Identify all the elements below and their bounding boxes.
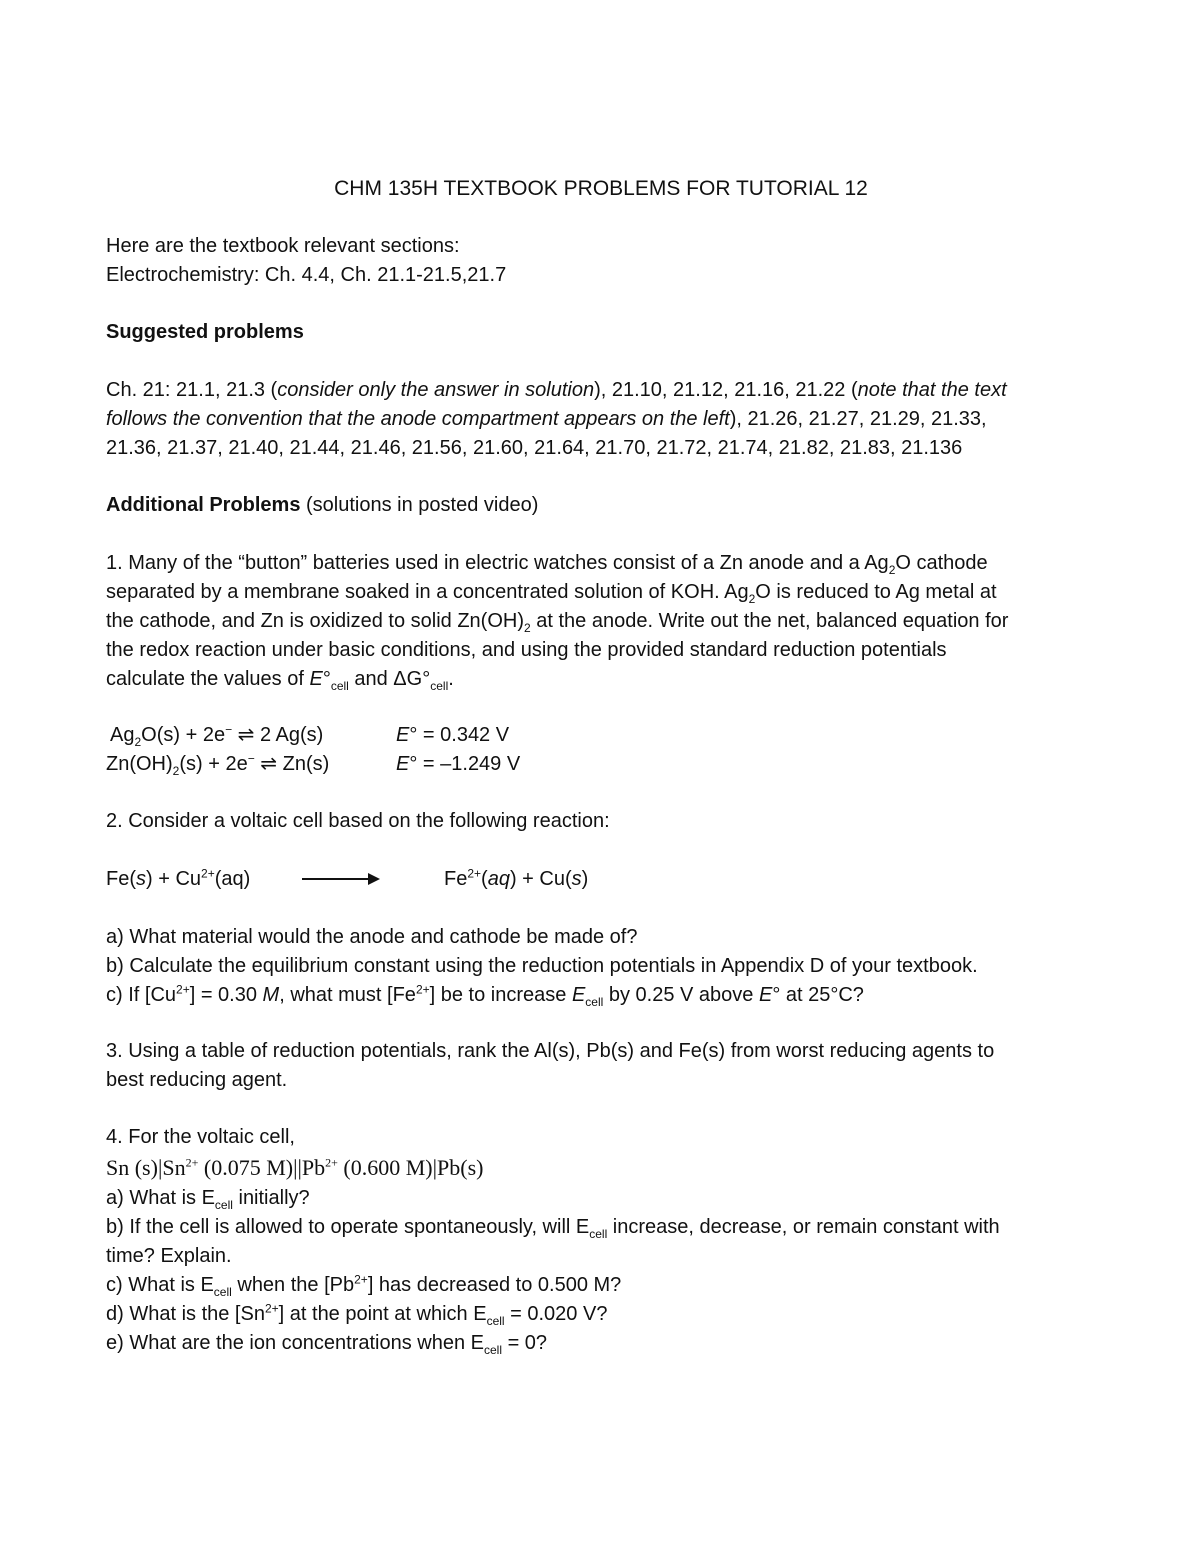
question-4 bbox=[106, 1123, 1096, 1358]
q4-intro: 4. For the voltaic cell, bbox=[106, 1126, 295, 1148]
suggested-line-1: Ch. 21: 21.1, 21.3 (consider only the answer in solution), 21.10, 21.12, 21.16, 21.22 (note that the text bbox=[106, 379, 1007, 401]
half-reactions bbox=[106, 721, 1096, 779]
q4-part-c: c) What is $E_{cell}$ when the $[Pb^{2+}]$ has decreased to 0.500 M? bbox=[106, 1272, 622, 1299]
suggested-problems bbox=[106, 376, 1096, 463]
q1-line-3: the cathode, and Zn is oxidized to solid $Zn(OH)_2$ at the anode. Write out the net, balanced equation for bbox=[106, 610, 1009, 635]
q2-part-a: a) What material would the anode and cathode be made of? bbox=[106, 926, 638, 948]
suggested-line-3: 21.36, 21.37, 21.40, 21.44, 21.46, 21.56, 21.60, 21.64, 21.70, 21.72, 21.74, 21.82, 21.83, 21.136 bbox=[106, 437, 963, 459]
suggested-heading-text: Suggested problems bbox=[106, 321, 304, 343]
additional-note: (solutions in posted video) bbox=[300, 494, 539, 516]
q2-part-c: c) If $[Cu^{2+}] = 0.30$ M, what must $[Fe^{2+}]$ be to increase $E_{cell}$ by 0.25 V above E° at 25°C? bbox=[106, 982, 864, 1009]
reaction-reactants: $Fe(s) + Cu^{2+}(aq)$ bbox=[106, 866, 251, 890]
half-reaction-ag2o: $Ag_2O(s) + 2e^-$ ⇌ 2 Ag(s) E° = 0.342 V bbox=[110, 722, 510, 749]
intro-line: Here are the textbook relevant sections: bbox=[106, 235, 460, 257]
reaction-arrow-icon bbox=[302, 878, 378, 880]
page-title: CHM 135H TEXTBOOK PROBLEMS FOR TUTORIAL 12 bbox=[334, 177, 868, 200]
question-2-parts bbox=[106, 923, 1096, 1010]
q2-part-b: b) Calculate the equilibrium constant using the reduction potentials in Appendix D of your textbook. bbox=[106, 955, 978, 977]
q4-part-d: d) What is the $[Sn^{2+}]$ at the point at which $E_{cell} = 0.020$ V? bbox=[106, 1301, 608, 1328]
q1-line-2: separated by a membrane soaked in a concentrated solution of KOH. $Ag_2O$ is reduced to Ag metal at bbox=[106, 581, 997, 606]
q1-line-1: 1. Many of the “button” batteries used in electric watches consist of a Zn anode and a $Ag_2O$ cathode bbox=[106, 552, 988, 577]
question-2-reaction bbox=[106, 865, 1096, 894]
suggested-heading bbox=[106, 318, 1096, 347]
q4-part-b: b) If the cell is allowed to operate spontaneously, will $E_{cell}$ increase, decrease, or remain constant with bbox=[106, 1216, 1000, 1241]
q1-line-4: the redox reaction under basic conditions, and using the provided standard reduction potentials bbox=[106, 639, 947, 661]
suggested-line-2: follows the convention that the anode compartment appears on the left), 21.26, 21.27, 21.29, 21.33, bbox=[106, 408, 987, 430]
sections-line: Electrochemistry: Ch. 4.4, Ch. 21.1-21.5,21.7 bbox=[106, 264, 507, 286]
question-2-intro: 2. Consider a voltaic cell based on the following reaction: bbox=[106, 810, 610, 832]
q4-part-a: a) What is $E_{cell}$ initially? bbox=[106, 1187, 310, 1212]
additional-heading bbox=[106, 491, 1096, 520]
q4-part-b-cont: time? Explain. bbox=[106, 1245, 232, 1267]
half-reaction-znoh2: $Zn(OH)_2(s) + 2e^-$ ⇌ Zn(s) E° = –1.249 V bbox=[106, 751, 521, 778]
reaction-products: $Fe^{2+}(aq) + Cu(s)$ bbox=[444, 866, 589, 890]
q4-part-e: e) What are the ion concentrations when $E_{cell} = 0$? bbox=[106, 1332, 548, 1357]
q4-cell-notation: Sn $(s)|Sn^{2+}$ (0.075 $M)||Pb^{2+}$ (0.600 M)|Pb(s) bbox=[106, 1155, 484, 1180]
intro-block bbox=[106, 232, 1096, 290]
question-3 bbox=[106, 1037, 1096, 1095]
additional-heading-text: Additional Problems bbox=[106, 494, 301, 516]
q3-line-1: 3. Using a table of reduction potentials, rank the Al(s), Pb(s) and Fe(s) from worst reducing agents to bbox=[106, 1040, 995, 1062]
q3-line-2: best reducing agent. bbox=[106, 1069, 288, 1091]
question-1 bbox=[106, 549, 1096, 694]
q1-line-5: calculate the values of $E^\circ_{cell}$ and $\Delta G^\circ_{cell}$. bbox=[106, 668, 454, 693]
